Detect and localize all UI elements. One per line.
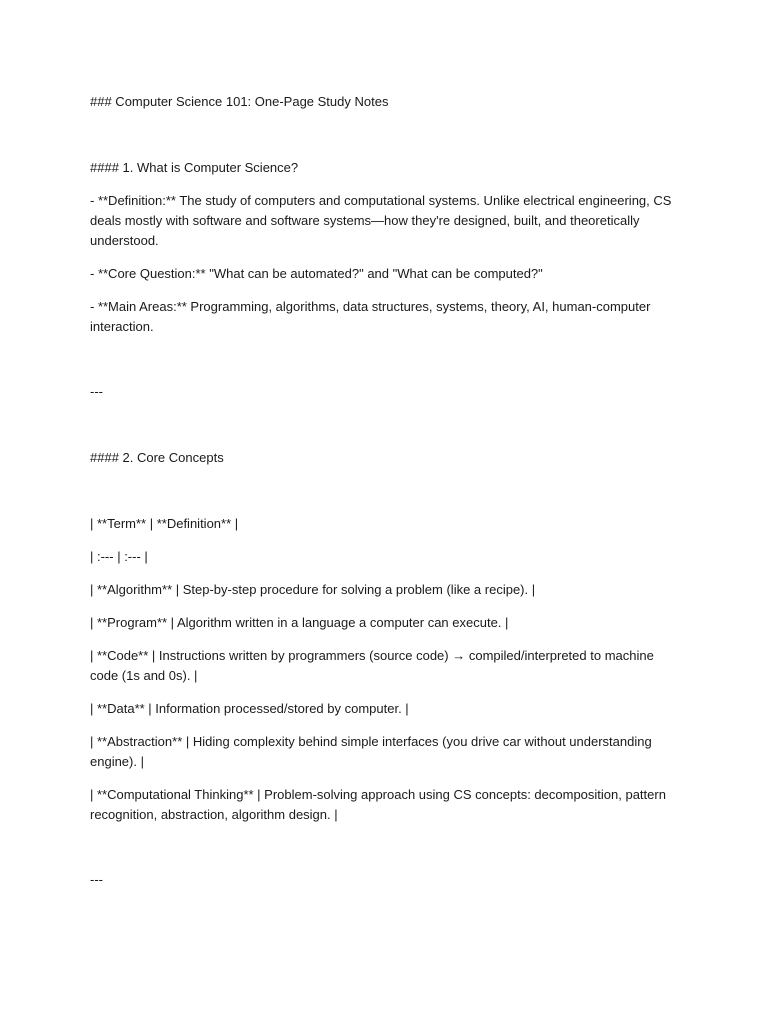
table-row-code: | **Code** | Instructions written by programmers (source code) → compiled/interpreted to machine code (1s and 0s). | [90, 648, 654, 683]
core-question-bullet: - **Core Question:** "What can be automated?" and "What can be computed?" [90, 266, 543, 281]
table-alignment-line: | :--- | :--- | [90, 549, 148, 564]
section-1-heading: #### 1. What is Computer Science? [90, 160, 299, 175]
table-header-line: | **Term** | **Definition** | [90, 516, 239, 531]
table-row-algorithm: | **Algorithm** | Step-by-step procedure for solving a problem (like a recipe). | [90, 582, 536, 597]
section-2-heading: #### 2. Core Concepts [90, 450, 224, 465]
table-row-data: | **Data** | Information processed/stored by computer. | [90, 701, 409, 716]
main-areas-bullet: - **Main Areas:** Programming, algorithms, data structures, systems, theory, AI, human-computer interaction. [90, 299, 651, 334]
separator: --- [90, 872, 103, 887]
document-title: ### Computer Science 101: One-Page Study Notes [90, 94, 389, 109]
table-row-computational-thinking: | **Computational Thinking** | Problem-solving approach using CS concepts: decomposition, pattern recognition, abstraction, algorithm design. | [90, 787, 666, 822]
table-row-abstraction: | **Abstraction** | Hiding complexity behind simple interfaces (you drive car without understanding engine). | [90, 734, 652, 769]
table-row-program: | **Program** | Algorithm written in a language a computer can execute. | [90, 615, 509, 630]
separator: --- [90, 384, 103, 399]
definition-bullet: - **Definition:** The study of computers and computational systems. Unlike electrical engineering, CS deals mostly with software and software systems—how they're designed, built, and theoretically understood. [90, 193, 672, 248]
